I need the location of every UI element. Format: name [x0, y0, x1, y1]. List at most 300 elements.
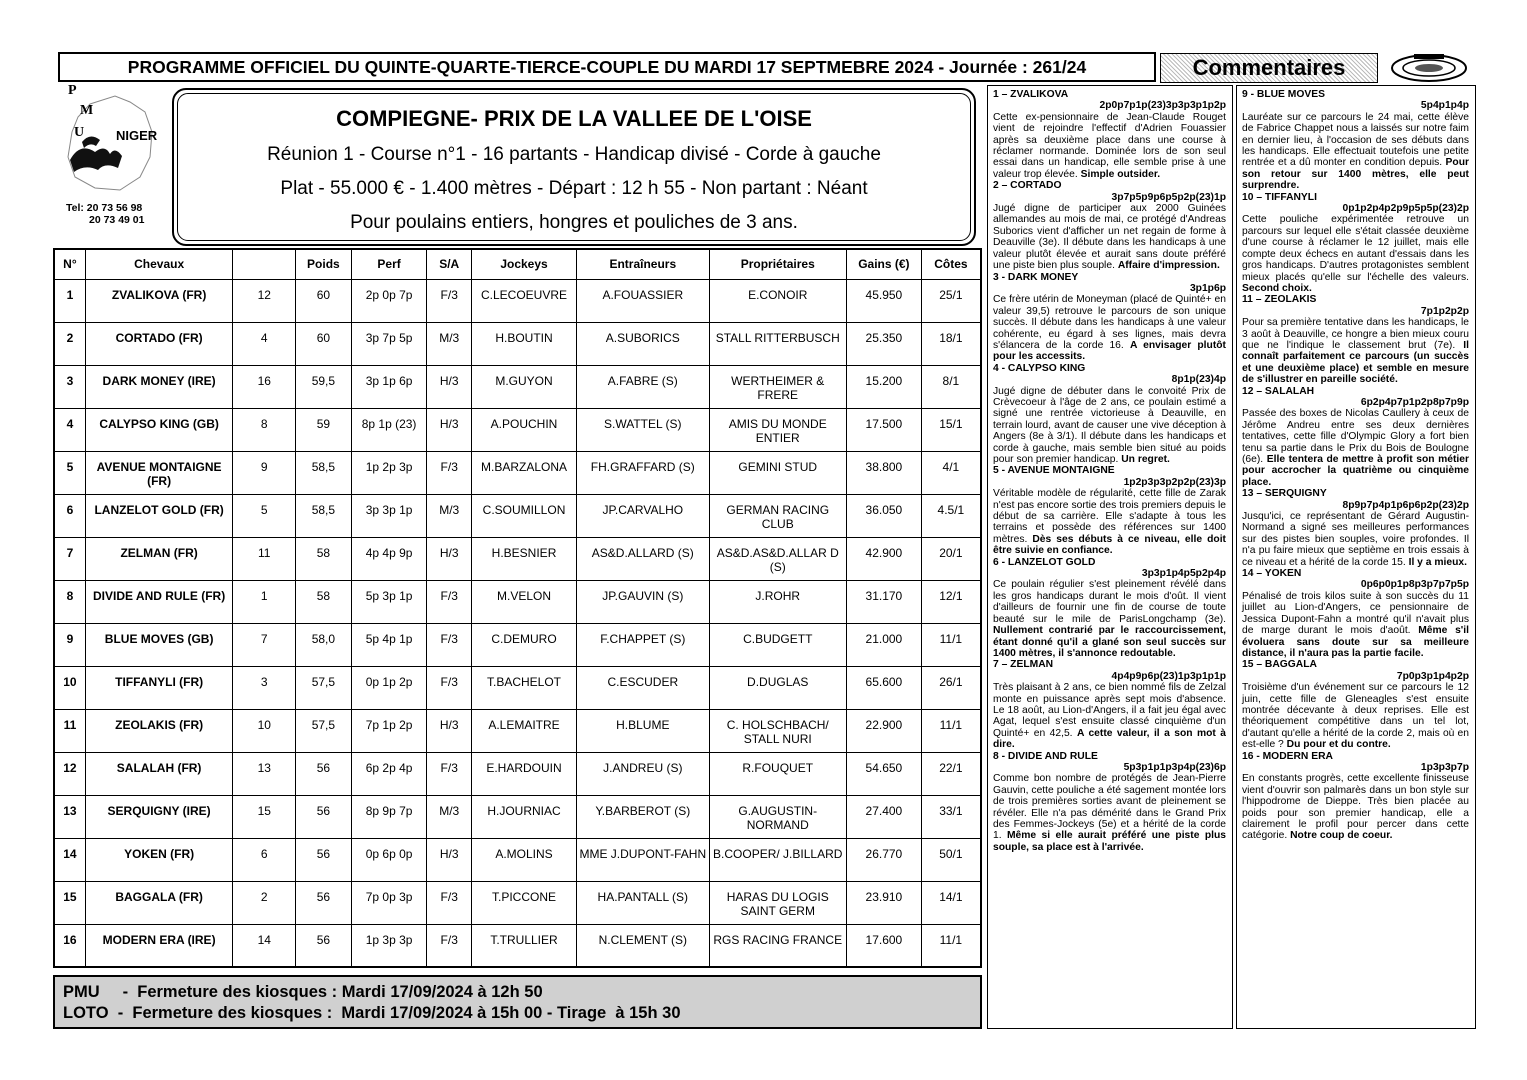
table-cell: 25/1 — [921, 279, 981, 322]
comment-body: Jusqu'ici, ce représentant de Gérard Augustin-Normand a signé ses meilleures performances sur des pistes bien souples, voire profondes. Il n'a pu faire mieux que septième en trois essais à ce niveau et a hérité de la corde 15. — [1242, 511, 1469, 568]
table-cell: F/3 — [427, 623, 471, 666]
table-cell: 58,0 — [296, 623, 352, 666]
table-cell: H/3 — [427, 709, 471, 752]
table-cell: 25.350 — [846, 322, 921, 365]
comment-entry — [993, 89, 1226, 180]
comment-text — [1242, 591, 1469, 659]
comments-column-2 — [1236, 85, 1476, 1029]
table-cell: F/3 — [427, 666, 471, 709]
table-cell: 56 — [296, 752, 352, 795]
table-cell: A.FABRE (S) — [577, 365, 709, 408]
table-cell: 5 — [54, 451, 85, 494]
col-header: Perf — [351, 249, 427, 279]
table-cell: 1p 3p 3p — [351, 924, 427, 967]
table-cell: 57,5 — [296, 709, 352, 752]
table-cell: BAGGALA (FR) — [85, 881, 233, 924]
table-cell: 22.900 — [846, 709, 921, 752]
comment-body: Véritable modèle de régularité, cette fille de Zarak n'est pas encore sortie des trois premiers depuis le début de sa carrière. Elle s'adapte à tous les terrains et possède des références sur 1400 mètres. — [993, 488, 1226, 545]
table-cell: 31.170 — [846, 580, 921, 623]
kiosk-closing-footer — [53, 975, 982, 1029]
comment-body: Comme bon nombre de protégés de Jean-Pierre Gauvin, cette pouliche a été sagement montée lors de trois premières sorties avant de pleinement se révéler. Elle n'a pas démérité dans le Grand Prix des Femmes-Jockeys (5e) et a hérité de la corde 1. — [993, 773, 1226, 842]
table-cell: M.BARZALONA — [471, 451, 576, 494]
table-cell: E.CONOIR — [709, 279, 846, 322]
col-header: N° — [54, 249, 85, 279]
table-cell: M/3 — [427, 494, 471, 537]
comment-horse-title: 15 – BAGGALA — [1242, 659, 1317, 671]
table-cell: 8 — [54, 580, 85, 623]
table-row — [54, 494, 981, 537]
phone-1: Tel: 20 73 56 98 — [66, 202, 143, 214]
table-cell: 11/1 — [921, 709, 981, 752]
table-cell: F/3 — [427, 881, 471, 924]
table-cell: 4.5/1 — [921, 494, 981, 537]
table-row — [54, 838, 981, 881]
comment-horse-title: 14 – YOKEN — [1242, 568, 1302, 580]
table-cell: 14 — [54, 838, 85, 881]
comment-performance: 8p9p7p4p1p6p6p2p(23)2p — [1342, 499, 1469, 511]
table-cell: B.COOPER/ J.BILLARD — [709, 838, 846, 881]
table-cell: 59 — [296, 408, 352, 451]
table-cell: F/3 — [427, 924, 471, 967]
comment-text — [1242, 682, 1469, 750]
comment-text — [993, 112, 1226, 180]
table-cell: 4p 4p 9p — [351, 537, 427, 580]
comment-verdict: Pour son retour sur 1400 mètres, elle peut surprendre. — [1242, 157, 1469, 192]
table-cell: 14/1 — [921, 881, 981, 924]
table-cell: 10 — [233, 709, 296, 752]
table-cell: AMIS DU MONDE ENTIER — [709, 408, 846, 451]
comment-horse-title: 6 - LANZELOT GOLD — [993, 556, 1096, 568]
comment-horse-title: 11 – ZEOLAKIS — [1242, 294, 1317, 306]
col-header: Gains (€) — [846, 249, 921, 279]
table-cell: F/3 — [427, 451, 471, 494]
table-cell: 9 — [54, 623, 85, 666]
table-cell: MODERN ERA (IRE) — [85, 924, 233, 967]
table-row — [54, 580, 981, 623]
comment-text — [993, 682, 1226, 750]
col-header — [233, 249, 296, 279]
table-row — [54, 881, 981, 924]
niger-map-icon — [60, 82, 160, 202]
table-cell: DARK MONEY (IRE) — [85, 365, 233, 408]
comment-body: Lauréate sur ce parcours le 24 mai, cette élève de Fabrice Chappet nous a laissés sur notre faim en dernier lieu, à l'occasion de ses débuts dans les handicaps. Elle effectuait toutefois une petite rentrée et a dû monter en condition depuis. — [1242, 111, 1469, 169]
comment-performance: 2p0p7p1p(23)3p3p3p1p2p — [1099, 100, 1226, 112]
comment-verdict: A cette valeur, il a son mot à dire. — [993, 727, 1226, 751]
table-cell: 16 — [233, 365, 296, 408]
table-cell: 58,5 — [296, 494, 352, 537]
table-cell: A.FOUASSIER — [577, 279, 709, 322]
comment-verdict: Elle tentera de mettre à profit son métier pour accrocher la quatrième ou cinquième place. — [1242, 454, 1469, 488]
table-cell: 21.000 — [846, 623, 921, 666]
comment-performance: 8p1p(23)4p — [1171, 374, 1226, 386]
table-cell: 23.910 — [846, 881, 921, 924]
table-cell: 5 — [233, 494, 296, 537]
table-cell: H/3 — [427, 365, 471, 408]
col-header: Côtes — [921, 249, 981, 279]
table-cell: D.DUGLAS — [709, 666, 846, 709]
comment-body: Cette pouliche expérimentée retrouve un parcours sur lequel elle s'était classée deuxième d'une course à réclamer le 12 juillet, mais elle compte deux échecs en autant d'essais dans les gros handicaps. D'autres protagonistes semblent mieux placés qu'elle sur l'échelle des valeurs. — [1242, 214, 1469, 283]
comment-text — [1242, 112, 1469, 192]
table-cell: 14 — [233, 924, 296, 967]
table-cell: SALALAH (FR) — [85, 752, 233, 795]
comment-verdict: Du pour et du contre. — [1286, 739, 1391, 751]
comment-body: Jugé digne de participer aux 2000 Guinées allemandes au mois de mai, ce protégé d'Andreas Suborics vient d'afficher un net regain de forme à Deauville (3e). Il débute dans les handicaps à une valeur plutôt élevée et aurait sans doute préféré une piste bien plus souple. — [993, 203, 1226, 272]
comment-verdict: A envisager plutôt pour les accessits. — [993, 339, 1226, 363]
table-cell: HARAS DU LOGIS SAINT GERM — [709, 881, 846, 924]
comment-horse-title: 7 – ZELMAN — [993, 659, 1054, 671]
table-cell: J.ANDREU (S) — [577, 752, 709, 795]
table-cell: FH.GRAFFARD (S) — [577, 451, 709, 494]
table-cell: AS&D.ALLARD (S) — [577, 537, 709, 580]
comment-horse-title: 5 - AVENUE MONTAIGNE — [993, 465, 1115, 477]
comment-performance: 1p3p3p7p — [1420, 761, 1469, 773]
comment-entry — [993, 180, 1226, 271]
table-cell: A.MOLINS — [471, 838, 576, 881]
comment-body: Très plaisant à 2 ans, ce bien nommé fils de Zelzal monte en puissance après sept mois d'absence. Le 18 août, au Lion-d'Angers, il a fait jeu égal avec Agat, lequel s'est ensuite classé cinquième d'un Quinté+ en 42,5. — [993, 682, 1226, 739]
comment-verdict: Même si elle aurait préféré une piste plus souple, sa place est à l'arrivée. — [993, 830, 1226, 853]
table-cell: ZVALIKOVA (FR) — [85, 279, 233, 322]
comment-entry — [1242, 488, 1469, 568]
table-cell: JP.CARVALHO — [577, 494, 709, 537]
table-cell: CORTADO (FR) — [85, 322, 233, 365]
table-cell: STALL RITTERBUSCH — [709, 322, 846, 365]
comment-verdict: Nullement contrarié par le raccourcissement, étant donné qu'il a glané son seul succès sur 1400 mètres, il s'annonce redoutable. — [993, 625, 1226, 659]
race-title: COMPIEGNE- PRIX DE LA VALLEE DE L'OISE — [336, 106, 812, 131]
comment-performance: 7p1p2p2p — [1420, 305, 1469, 317]
comment-body: Ce frère utérin de Moneyman (placé de Quinté+ en valeur 39,5) retrouve le parcours de son unique succès. Il débute dans les handicaps à une valeur cohérente, eu égard à ses lignes, mais devra s'élancera de la corde 16. — [993, 294, 1226, 351]
table-cell: F/3 — [427, 580, 471, 623]
pmu-closing-line: PMU - Fermeture des kiosques : Mardi 17/09/2024 à 12h 50 — [63, 983, 543, 1001]
phone-2: 20 73 49 01 — [89, 214, 145, 226]
comment-verdict: Dès ses débuts à ce niveau, elle doit être suivie en confiance. — [993, 533, 1226, 557]
race-details-2: Plat - 55.000 € - 1.400 mètres - Départ : 12 h 55 - Non partant : Néant — [280, 178, 868, 199]
table-cell: DIVIDE AND RULE (FR) — [85, 580, 233, 623]
table-cell: H.BLUME — [577, 709, 709, 752]
comment-body: Cette ex-pensionnaire de Jean-Claude Rouget vient de rejoindre l'effectif d'Adrien Fouassier après sa deuxième place dans une course à réclamer normande. Dominée lors de son seul essai dans un handicap, elle semble prise à une valeur trop élevée. — [993, 111, 1226, 180]
table-cell: 17.500 — [846, 408, 921, 451]
table-cell: 58 — [296, 537, 352, 580]
table-cell: 4 — [54, 408, 85, 451]
comment-verdict: Un regret. — [1121, 454, 1170, 465]
comment-body: Passée des boxes de Nicolas Caullery à ceux de Jérôme Andreu entre ses deux dernières tentatives, cette fille d'Olympic Glory a fort bien tenu sa partie dans le Prix du Bois de Boulogne (6e). — [1242, 408, 1469, 465]
table-cell: 2p 0p 7p — [351, 279, 427, 322]
comment-performance: 5p3p1p1p3p4p(23)6p — [1123, 761, 1226, 773]
comment-horse-title: 13 – SERQUIGNY — [1242, 488, 1327, 500]
comment-text — [993, 386, 1226, 466]
comment-entry — [993, 465, 1226, 556]
table-cell: GEMINI STUD — [709, 451, 846, 494]
table-cell: 3 — [233, 666, 296, 709]
comment-entry — [993, 272, 1226, 363]
table-cell: H/3 — [427, 537, 471, 580]
svg-text:NIGER: NIGER — [116, 128, 158, 143]
table-cell: 7 — [54, 537, 85, 580]
comment-text — [1242, 773, 1469, 841]
table-cell: CALYPSO KING (GB) — [85, 408, 233, 451]
comment-horse-title: 3 - DARK MONEY — [993, 271, 1079, 283]
table-cell: 8 — [233, 408, 296, 451]
table-cell: 7p 0p 3p — [351, 881, 427, 924]
comment-performance: 3p1p6p — [1189, 282, 1226, 294]
table-cell: 3p 3p 1p — [351, 494, 427, 537]
comment-horse-title: 2 – CORTADO — [993, 180, 1062, 192]
table-cell: A.LEMAITRE — [471, 709, 576, 752]
table-cell: M.VELON — [471, 580, 576, 623]
table-row — [54, 279, 981, 322]
table-cell: RGS RACING FRANCE — [709, 924, 846, 967]
table-row — [54, 365, 981, 408]
comment-body: En constants progrès, cette excellente finisseuse vient d'ouvrir son palmarès dans un bon style sur l'hippodrome de Dieppe. Très bien placée au poids pour son premier handicap, elle a clairement le profil pour percer dans cette catégorie. — [1242, 773, 1469, 842]
table-cell: C. HOLSCHBACH/ STALL NURI — [709, 709, 846, 752]
race-details-1: Réunion 1 - Course n°1 - 16 partants - Handicap divisé - Corde à gauche — [267, 144, 881, 165]
table-cell: 10 — [54, 666, 85, 709]
loto-closing-line: LOTO - Fermeture des kiosques : Mardi 17/09/2024 à 15h 00 - Tirage à 15h 30 — [63, 1004, 681, 1022]
table-cell: 1 — [54, 279, 85, 322]
table-cell: Y.BARBEROT (S) — [577, 795, 709, 838]
table-cell: 4 — [233, 322, 296, 365]
table-cell: AS&D.AS&D.ALLAR D (S) — [709, 537, 846, 580]
table-cell: 60 — [296, 279, 352, 322]
comment-entry — [1242, 751, 1469, 842]
comment-horse-title: 10 – TIFFANYLI — [1242, 191, 1317, 203]
table-cell: 13 — [233, 752, 296, 795]
col-header: Jockeys — [471, 249, 576, 279]
table-cell: M.GUYON — [471, 365, 576, 408]
table-cell: 11 — [54, 709, 85, 752]
comment-entry — [1242, 89, 1469, 192]
comment-verdict: Il connaît parfaitement ce parcours (un succès et une deuxième place) et semble en mesure de s'illustrer en pareille société. — [1242, 339, 1469, 386]
table-cell: J.ROHR — [709, 580, 846, 623]
comment-horse-title: 8 - DIVIDE AND RULE — [993, 750, 1098, 762]
table-cell: 58 — [296, 580, 352, 623]
table-cell: BLUE MOVES (GB) — [85, 623, 233, 666]
table-header-row — [54, 249, 981, 279]
table-cell: 8p 9p 7p — [351, 795, 427, 838]
comment-horse-title: 4 - CALYPSO KING — [993, 362, 1086, 374]
comment-text — [993, 579, 1226, 659]
table-cell: 65.600 — [846, 666, 921, 709]
comment-body: Jugé digne de débuter dans le convoité Prix de Crèvecoeur à l'âge de 2 ans, ce poulain estimé a signé une rentrée victorieuse à Deauville, en terrain lourd, avant de causer une vive déception à Angers (8e à 3/1). Il débute dans les handicaps et corde à gauche, mais semble bien situé au poids pour son premier handicap. — [993, 385, 1226, 465]
comment-text — [993, 203, 1226, 271]
table-cell: 26.770 — [846, 838, 921, 881]
comment-performance: 3p3p1p4p5p2p4p — [1141, 568, 1226, 580]
svg-text:U: U — [74, 125, 85, 140]
table-cell: M/3 — [427, 795, 471, 838]
table-row — [54, 537, 981, 580]
table-cell: N.CLEMENT (S) — [577, 924, 709, 967]
table-cell: C.LECOEUVRE — [471, 279, 576, 322]
comment-performance: 0p1p2p4p2p9p5p5p(23)2p — [1342, 203, 1469, 215]
table-cell: 56 — [296, 924, 352, 967]
comment-performance: 6p2p4p7p1p2p8p7p9p — [1360, 396, 1469, 408]
table-cell: 7p 1p 2p — [351, 709, 427, 752]
comment-entry — [993, 363, 1226, 466]
comment-body: Ce poulain régulier s'est pleinement révélé dans les gros handicaps durant le mois d'oût. Il vient d'ailleurs de fournir une fin de course de toute beauté sur le mile de ParisLongchamp (3e). — [993, 579, 1226, 625]
comment-verdict: Notre coup de coeur. — [1290, 830, 1393, 842]
table-cell: 33/1 — [921, 795, 981, 838]
table-cell: 18/1 — [921, 322, 981, 365]
commentaires-header — [1160, 52, 1476, 84]
comment-entry — [993, 659, 1226, 750]
table-cell: T.PICCONE — [471, 881, 576, 924]
comment-text — [1242, 317, 1469, 385]
table-cell: G.AUGUSTIN-NORMAND — [709, 795, 846, 838]
table-cell: C.SOUMILLON — [471, 494, 576, 537]
comment-text — [1242, 214, 1469, 294]
comment-entry — [1242, 568, 1469, 659]
table-cell: 11 — [233, 537, 296, 580]
comment-entry — [993, 751, 1226, 854]
comment-performance: 1p2p3p3p2p2p(23)3p — [1123, 476, 1226, 488]
table-cell: WERTHEIMER & FRERE — [709, 365, 846, 408]
table-row — [54, 322, 981, 365]
table-cell: F/3 — [427, 752, 471, 795]
table-cell: 12 — [233, 279, 296, 322]
comment-verdict: Même s'il évoluera sans doute sur sa meilleure distance, il n'aura pas la partie facile. — [1242, 625, 1469, 659]
table-row — [54, 408, 981, 451]
table-cell: 7 — [233, 623, 296, 666]
table-row — [54, 623, 981, 666]
comment-body: Pénalisé de trois kilos suite à son succès du 11 juillet au Lion-d'Angers, ce pensionnaire de Jessica Dupont-Fahn a montré qu'il n'avait plus de marge durant le mois d'août. — [1242, 590, 1469, 637]
table-cell: A.POUCHIN — [471, 408, 576, 451]
comment-body: Troisième d'un événement sur ce parcours le 12 juin, cette fille de Gleneagles s'est ensuite montrée décevante à deux reprises. Elle est théoriquement compétitive dans un tel lot, d'autant qu'elle a hérité de la corde 2, mais où en est-elle ? — [1242, 682, 1469, 751]
race-conditions: Pour poulains entiers, hongres et pouliches de 3 ans. — [350, 212, 798, 233]
comment-horse-title: 9 - BLUE MOVES — [1242, 89, 1325, 100]
table-cell: 45.950 — [846, 279, 921, 322]
table-cell: 8/1 — [921, 365, 981, 408]
table-cell: 57,5 — [296, 666, 352, 709]
table-cell: 15.200 — [846, 365, 921, 408]
comment-entry — [1242, 294, 1469, 385]
comments-column-1 — [987, 85, 1233, 1029]
table-cell: YOKEN (FR) — [85, 838, 233, 881]
table-cell: 12/1 — [921, 580, 981, 623]
table-cell: H/3 — [427, 838, 471, 881]
table-cell: 3 — [54, 365, 85, 408]
table-cell: 15 — [233, 795, 296, 838]
table-cell: 56 — [296, 881, 352, 924]
col-header: S/A — [427, 249, 471, 279]
table-cell: 11/1 — [921, 924, 981, 967]
table-cell: 15 — [54, 881, 85, 924]
table-row — [54, 795, 981, 838]
table-cell: 59,5 — [296, 365, 352, 408]
table-cell: S.WATTEL (S) — [577, 408, 709, 451]
table-cell: F/3 — [427, 279, 471, 322]
contact-phones — [66, 202, 144, 226]
table-row — [54, 451, 981, 494]
comment-verdict: Simple outsider. — [1080, 168, 1161, 180]
table-cell: 27.400 — [846, 795, 921, 838]
svg-text:P: P — [68, 83, 77, 98]
table-cell: 56 — [296, 838, 352, 881]
table-cell: 56 — [296, 795, 352, 838]
comment-body: Pour sa première tentative dans les handicaps, le 3 août à Deauville, ce hongre a bien mieux couru que ne l'indique le classement brut (7e). — [1242, 317, 1469, 351]
table-cell: 12 — [54, 752, 85, 795]
comment-text — [1242, 408, 1469, 488]
comment-performance: 7p0p3p1p4p2p — [1396, 670, 1469, 682]
comment-horse-title: 12 – SALALAH — [1242, 385, 1315, 397]
table-cell: H.BESNIER — [471, 537, 576, 580]
table-row — [54, 666, 981, 709]
table-cell: 54.650 — [846, 752, 921, 795]
table-cell: 5p 4p 1p — [351, 623, 427, 666]
table-cell: M/3 — [427, 322, 471, 365]
svg-text:M: M — [80, 103, 94, 118]
table-cell: 26/1 — [921, 666, 981, 709]
col-header: Chevaux — [85, 249, 233, 279]
table-cell: TIFFANYLI (FR) — [85, 666, 233, 709]
comment-verdict: Second choix. — [1242, 282, 1312, 294]
table-cell: ZELMAN (FR) — [85, 537, 233, 580]
table-cell: R.FOUQUET — [709, 752, 846, 795]
programme-title: PROGRAMME OFFICIEL DU QUINTE-QUARTE-TIERCE-COUPLE DU MARDI 17 SEPTMEBRE 2024 - Journée : 261/24 — [58, 52, 1156, 82]
comment-entry — [1242, 192, 1469, 295]
comment-verdict: Il y a mieux. — [1408, 556, 1467, 568]
col-header: Propriétaires — [709, 249, 846, 279]
table-cell: 2 — [233, 881, 296, 924]
table-cell: 0p 6p 0p — [351, 838, 427, 881]
table-cell: H/3 — [427, 408, 471, 451]
table-cell: E.HARDOUIN — [471, 752, 576, 795]
table-cell: 42.900 — [846, 537, 921, 580]
comment-horse-title: 16 - MODERN ERA — [1242, 750, 1333, 762]
table-row — [54, 709, 981, 752]
table-cell: 58,5 — [296, 451, 352, 494]
comment-entry — [993, 557, 1226, 660]
table-cell: 3p 7p 5p — [351, 322, 427, 365]
table-cell: A.SUBORICS — [577, 322, 709, 365]
comment-text — [993, 488, 1226, 556]
table-cell: 6 — [233, 838, 296, 881]
comment-entry — [1242, 659, 1469, 750]
table-cell: 6 — [54, 494, 85, 537]
table-cell: 1p 2p 3p — [351, 451, 427, 494]
comment-text — [993, 773, 1226, 853]
table-cell: F.CHAPPET (S) — [577, 623, 709, 666]
table-cell: LANZELOT GOLD (FR) — [85, 494, 233, 537]
table-cell: 6p 2p 4p — [351, 752, 427, 795]
table-cell: T.TRULLIER — [471, 924, 576, 967]
comment-performance: 0p6p0p1p8p3p7p7p5p — [1360, 579, 1469, 591]
runners-table — [53, 248, 982, 968]
comment-text — [993, 294, 1226, 362]
table-cell: 20/1 — [921, 537, 981, 580]
table-cell: C.DEMURO — [471, 623, 576, 666]
table-cell: 0p 1p 2p — [351, 666, 427, 709]
table-row — [54, 752, 981, 795]
table-cell: C.BUDGETT — [709, 623, 846, 666]
table-cell: 36.050 — [846, 494, 921, 537]
table-cell: 38.800 — [846, 451, 921, 494]
pmu-horseshoe-icon — [1390, 53, 1468, 83]
table-cell: H.JOURNIAC — [471, 795, 576, 838]
comment-horse-title: 1 – ZVALIKOVA — [993, 89, 1069, 100]
table-cell: 50/1 — [921, 838, 981, 881]
table-cell: 2 — [54, 322, 85, 365]
table-cell: T.BACHELOT — [471, 666, 576, 709]
comment-performance: 5p4p1p4p — [1420, 100, 1469, 112]
table-cell: SERQUIGNY (IRE) — [85, 795, 233, 838]
table-cell: 8p 1p (23) — [351, 408, 427, 451]
table-cell: C.ESCUDER — [577, 666, 709, 709]
table-row — [54, 924, 981, 967]
table-cell: 17.600 — [846, 924, 921, 967]
table-cell: HA.PANTALL (S) — [577, 881, 709, 924]
table-cell: 22/1 — [921, 752, 981, 795]
comment-performance: 3p7p5p9p6p5p2p(23)1p — [1111, 191, 1226, 203]
table-cell: 4/1 — [921, 451, 981, 494]
